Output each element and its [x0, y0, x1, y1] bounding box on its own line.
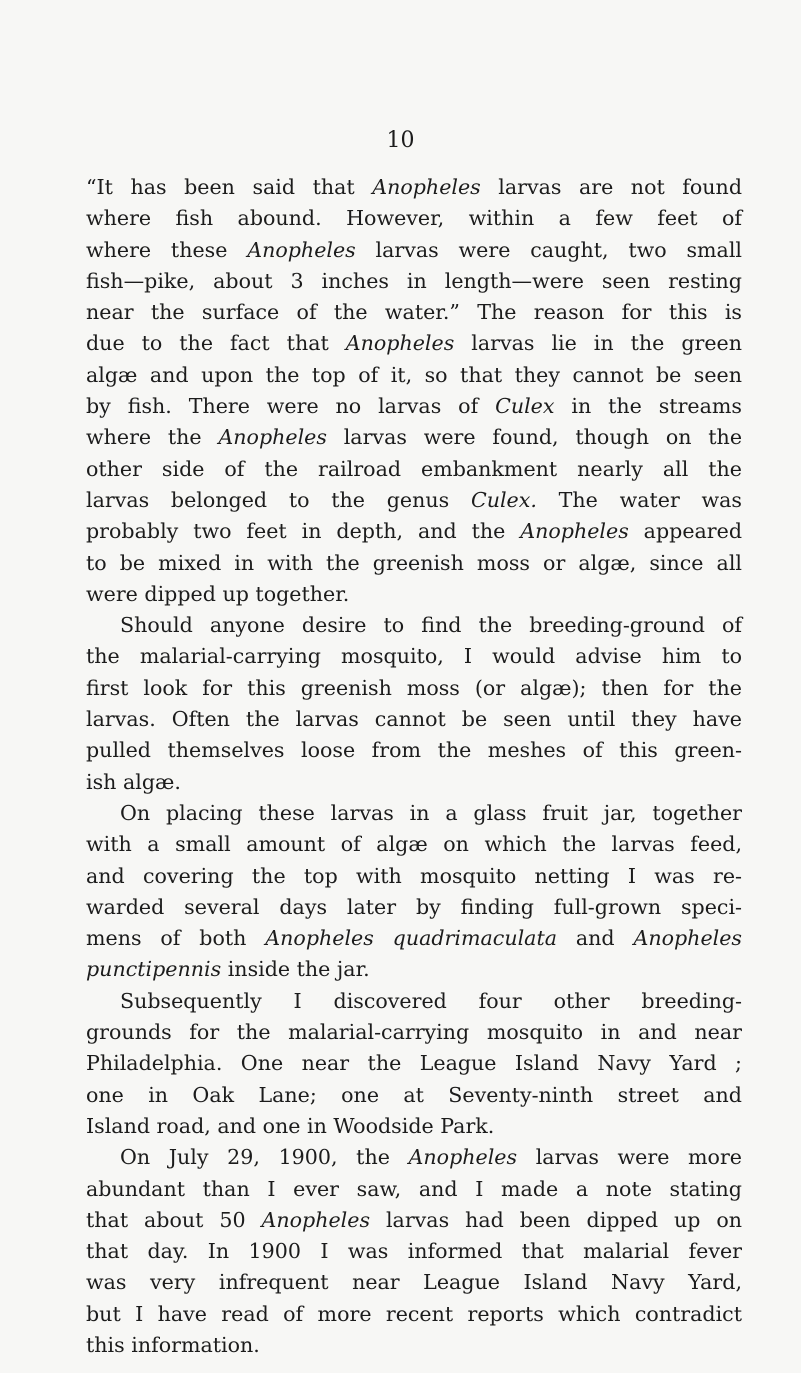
text-run: grounds for the malarial-carrying mosquito in and near — [86, 1020, 742, 1045]
text-run: larvas. Often the larvas cannot be seen until they have — [86, 707, 742, 732]
text-run: algæ and upon the top of it, so that they cannot be seen — [86, 362, 742, 387]
text-line — [86, 1111, 742, 1142]
text-run: probably two feet in depth, and the — [86, 519, 521, 544]
text-run: appeared — [628, 519, 743, 544]
text-run: larvas belonged to the genus — [86, 487, 471, 512]
text-line — [86, 235, 742, 266]
text-run: where fish abound. However, within a few feet of — [86, 206, 742, 231]
text-line — [86, 1299, 742, 1330]
text-run: where these — [86, 237, 248, 262]
text-run: ish algæ. — [86, 769, 181, 794]
italic-text: punctipennis — [86, 957, 222, 982]
text-run: that about 50 — [86, 1207, 262, 1232]
italic-text: Anopheles — [372, 175, 481, 199]
text-line — [86, 1330, 742, 1361]
text-line — [86, 1080, 742, 1111]
text-line — [86, 923, 742, 954]
text-line — [86, 767, 742, 798]
text-line — [86, 704, 742, 735]
text-run: and covering the top with mosquito netting I was re- — [86, 863, 742, 888]
text-line — [86, 673, 742, 704]
text-run: one in Oak Lane; one at Seventy-ninth street and — [86, 1082, 742, 1107]
text-run: warded several days later by finding full-grown speci- — [86, 894, 742, 919]
text-line — [86, 485, 742, 516]
body-text — [86, 172, 742, 1361]
text-line — [86, 422, 742, 453]
text-run: where the — [86, 425, 219, 450]
text-run: Subsequently I discovered four other breeding- — [120, 988, 742, 1013]
text-line — [86, 1236, 742, 1267]
text-run: larvas were caught, two small — [355, 237, 742, 262]
text-run: “It has been said that — [86, 175, 373, 199]
text-line — [86, 516, 742, 547]
text-run: larvas were more — [517, 1145, 742, 1170]
text-run: were dipped up together. — [86, 581, 350, 606]
text-line — [86, 610, 742, 641]
text-line — [86, 360, 742, 391]
text-line — [86, 1174, 742, 1205]
text-line — [86, 454, 742, 485]
text-line — [86, 328, 742, 359]
text-run: this information. — [86, 1332, 260, 1357]
text-run: near the surface of the water.” The reason for this is — [86, 300, 742, 325]
text-run: that day. In 1900 I was informed that malarial fever — [86, 1239, 742, 1264]
text-line — [86, 954, 742, 985]
text-run: with a small amount of algæ on which the larvas feed, — [86, 832, 742, 857]
text-line — [86, 861, 742, 892]
italic-text: Anopheles — [218, 425, 327, 450]
text-run: The water was — [536, 487, 742, 512]
text-run: to be mixed in with the greenish moss or algæ, since all — [86, 550, 742, 575]
italic-text: Culex. — [470, 487, 537, 512]
text-run: pulled themselves loose from the meshes of this green- — [86, 738, 742, 763]
text-run: Philadelphia. One near the League Island Navy Yard ; — [86, 1051, 742, 1076]
page-number: 10 — [386, 128, 415, 153]
text-line — [86, 1048, 742, 1079]
text-line — [86, 297, 742, 328]
italic-text: Anopheles — [408, 1145, 518, 1170]
text-run: and — [557, 926, 634, 951]
italic-text: Anopheles quadrimaculata — [265, 926, 558, 951]
text-run: Island road, and one in Woodside Park. — [86, 1113, 495, 1138]
text-run: larvas are not found — [480, 175, 743, 199]
text-run: but I have read of more recent reports which contradict — [86, 1301, 742, 1326]
text-run: due to the fact that — [86, 331, 346, 356]
text-run: was very infrequent near League Island Navy Yard, — [86, 1270, 742, 1295]
text-line — [86, 1205, 742, 1236]
text-line — [86, 1267, 742, 1298]
text-run: inside the jar. — [221, 957, 370, 982]
text-run: Should anyone desire to find the breeding-ground of — [120, 613, 742, 638]
text-run: the malarial-carrying mosquito, I would advise him to — [86, 644, 742, 669]
text-line — [86, 798, 742, 829]
italic-text: Anopheles — [633, 926, 742, 951]
text-run: first look for this greenish moss (or algæ); then for the — [86, 675, 742, 700]
italic-text: Anopheles — [261, 1207, 371, 1232]
text-line — [86, 1017, 742, 1048]
text-run: other side of the railroad embankment nearly all the — [86, 456, 742, 481]
text-line — [86, 829, 742, 860]
text-line — [86, 391, 742, 422]
text-line — [86, 203, 742, 234]
text-line — [86, 548, 742, 579]
text-line — [86, 266, 742, 297]
text-run: larvas had been dipped up on — [370, 1207, 742, 1232]
text-run: On July 29, 1900, the — [120, 1145, 409, 1170]
text-line — [86, 1142, 742, 1173]
italic-text: Anopheles — [345, 331, 455, 356]
text-run: larvas lie in the green — [454, 331, 742, 356]
italic-text: Anopheles — [520, 519, 629, 544]
text-line — [86, 579, 742, 610]
text-run: abundant than I ever saw, and I made a note stating — [86, 1176, 742, 1201]
text-run: On placing these larvas in a glass fruit jar, together — [120, 800, 742, 825]
text-run: in the streams — [554, 394, 742, 419]
text-run: fish—pike, about 3 inches in length—were seen resting — [86, 268, 742, 293]
text-run: larvas were found, though on the — [326, 425, 743, 450]
italic-text: Culex — [495, 394, 555, 419]
text-line — [86, 892, 742, 923]
italic-text: Anopheles — [247, 237, 356, 262]
text-run: mens of both — [86, 926, 266, 951]
text-run: by fish. There were no larvas of — [86, 394, 496, 419]
text-line — [86, 641, 742, 672]
text-line — [86, 986, 742, 1017]
text-line — [86, 172, 742, 203]
text-line — [86, 735, 742, 766]
